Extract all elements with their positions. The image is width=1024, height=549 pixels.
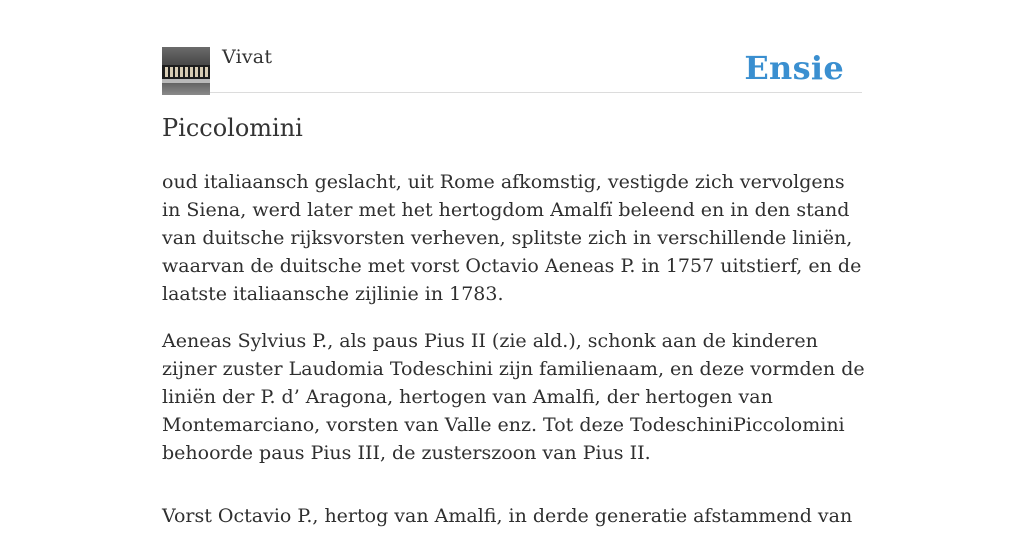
author-avatar[interactable] [162, 47, 210, 95]
article-body [162, 168, 867, 549]
page-title: Piccolomini [162, 114, 303, 142]
site-header [162, 46, 862, 93]
article-paragraph: Aeneas Sylvius P., als paus Pius II (zie ald.), schonk aan de kinderen zijner zuster Laudomia Todeschini zijn familienaam, en deze vormden de liniën der P. d’ Aragona, hertogen van Amalfi, der hertogen van Montemarciano, vorsten van Valle enz. Tot deze TodeschiniPiccolomini behoorde paus Pius III, de zusterszoon van Pius II. [162, 330, 865, 464]
article-paragraph: Vorst Octavio P., hertog van Amalfi, in derde generatie afstammend van [162, 505, 853, 527]
typewriter-image [162, 47, 210, 95]
author-name-link[interactable]: Vivat [222, 46, 273, 68]
article-paragraph: oud italiaansch geslacht, uit Rome afkomstig, vestigde zich vervolgens in Siena, werd later met het hertogdom Amalfï beleend en in den stand van duitsche rijksvorsten verheven, splitste zich in verschillende liniën, waarvan de duitsche met vorst Octavio Aeneas P. in 1757 uitstierf, en de laatste italiaansche zijlinie in 1783. [162, 171, 862, 305]
ensie-logo-link[interactable]: Ensie [744, 49, 844, 87]
